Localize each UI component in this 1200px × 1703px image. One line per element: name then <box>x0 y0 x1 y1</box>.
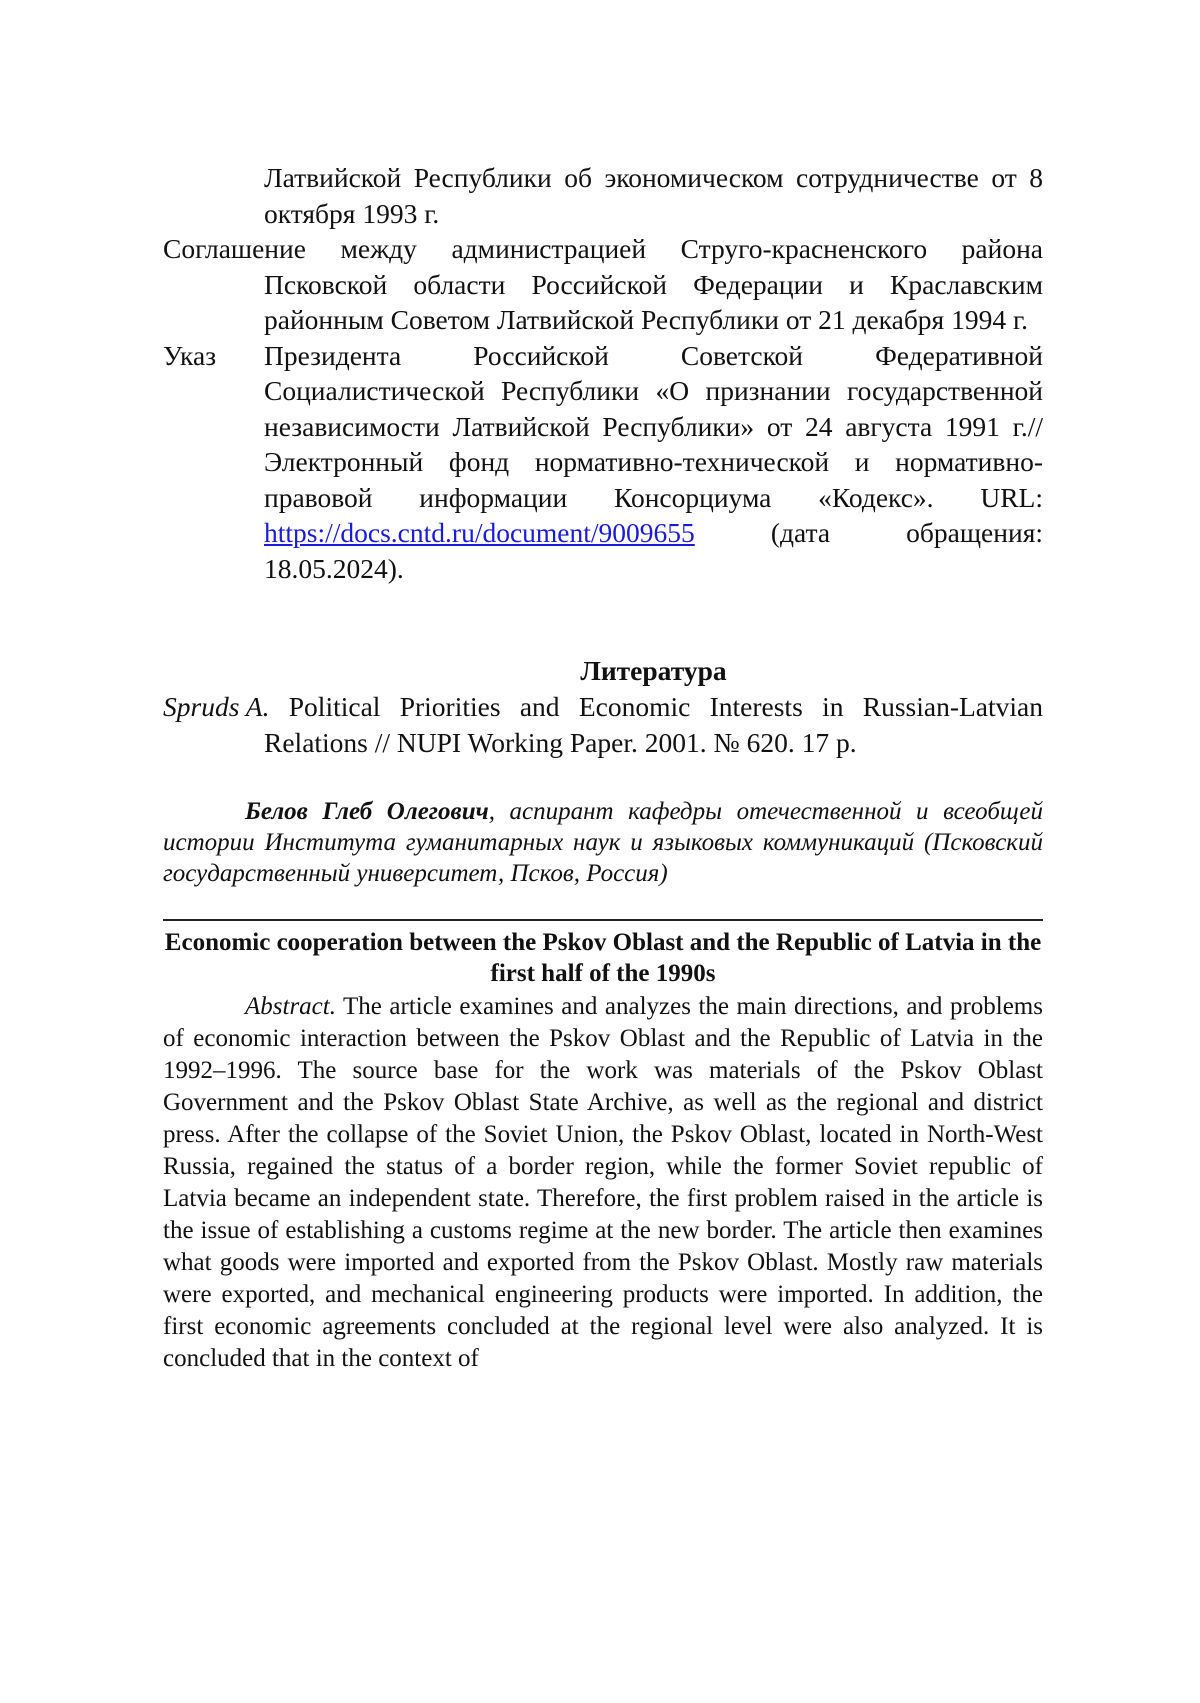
source-access-date: (дата обращения: 18.05.2024). <box>264 517 1043 584</box>
abstract <box>163 991 1043 1375</box>
source-item <box>163 231 1043 338</box>
literature-item <box>163 689 1043 760</box>
source-text: между администрацией Струго-красненского района Псковской области Российской Федерации и Краславским районным Советом Латвийской Республики от 21 декабря 1994 г. <box>264 233 1044 335</box>
literature-author: Spruds A. <box>163 691 270 722</box>
source-item <box>163 338 1043 587</box>
source-lead: Соглашение <box>163 233 306 264</box>
source-text: Латвийской Республики об экономическом сотрудничестве от 8 октября 1993 г. <box>264 162 1043 229</box>
author-name: Белов Глеб Олегович <box>245 798 489 825</box>
abstract-label: Abstract. <box>245 993 336 1020</box>
source-item <box>163 160 1043 231</box>
section-divider <box>163 919 1043 921</box>
literature-heading: Литература <box>580 655 727 686</box>
literature-text: Political Priorities and Economic Interests in Russian-Latvian Relations // NUPI Working Paper. 2001. № 620. 17 p. <box>264 691 1043 758</box>
author-description: , аспирант кафедры отечественной и всеобщей истории Института гуманитарных наук и языковых коммуникаций (Псковский государственный университет, Псков, Россия) <box>163 798 1043 887</box>
abstract-text: The article examines and analyzes the main directions, and problems of economic interaction between the Pskov Oblast and the Republic of Latvia in the 1992–1996. The source base for the work was materials of the Pskov Oblast Government and the Pskov Oblast State Archive, as well as the regional and district press. After the collapse of the Soviet Union, the Pskov Oblast, located in North-West Russia, regained the status of a border region, while the former Soviet republic of Latvia became an independent state. Therefore, the first problem raised in the article is the issue of establishing a customs regime at the new border. The article then examines what goods were imported and exported from the Pskov Oblast. Mostly raw materials were exported, and mechanical engineering products were imported. In addition, the first economic agreements concluded at the regional level were also analyzed. It is concluded that in the context of <box>163 993 1043 1372</box>
english-title: Economic cooperation between the Pskov Oblast and the Republic of Latvia in the first half of the 1990s <box>164 929 1042 987</box>
source-lead: Указ <box>163 339 217 371</box>
source-text: Президента Российской Советской Федеративной Социалистической Республики «О признании государственной независимости Латвийской Республики» от 24 августа 1991 г.// Электронный фонд нормативно-технической и нормативно-правовой информации Консорциума «Кодекс». URL: <box>264 339 1043 513</box>
source-link[interactable]: https://docs.cntd.ru/document/9009655 <box>264 517 695 548</box>
document-page <box>163 160 1043 1375</box>
author-info <box>163 796 1043 889</box>
